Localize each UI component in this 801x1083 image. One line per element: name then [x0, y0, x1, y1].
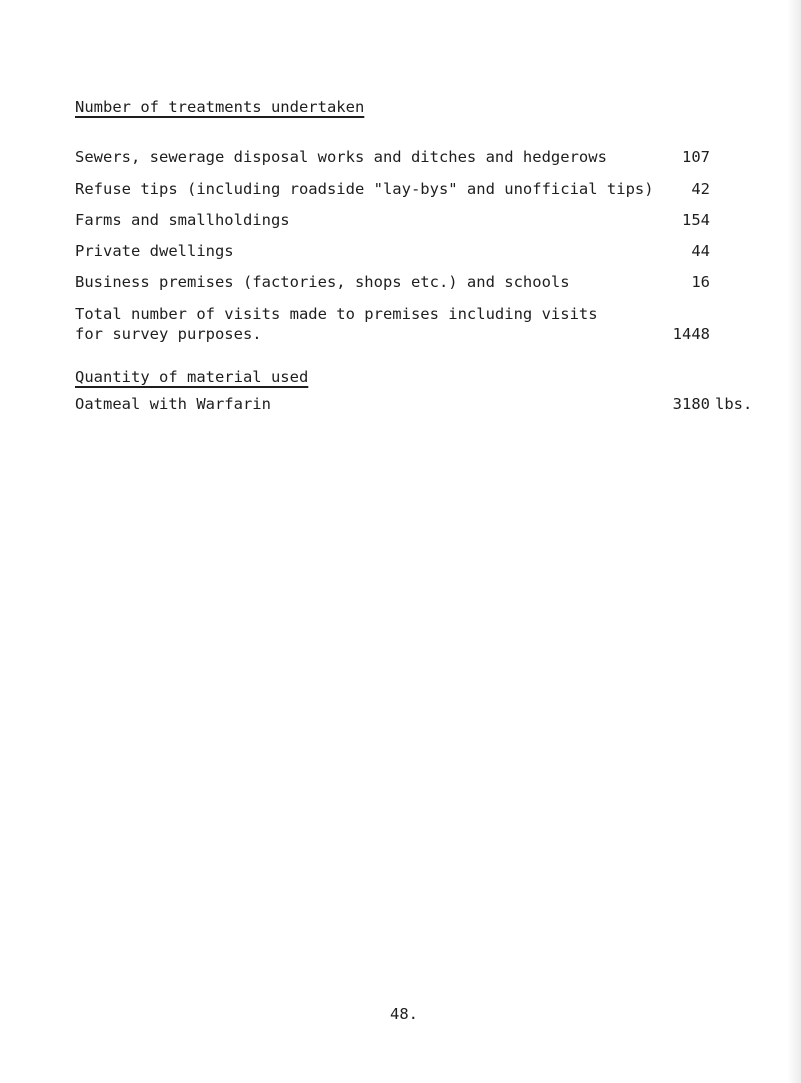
total-value: 1448 [672, 325, 710, 343]
row-label: Business premises (factories, shops etc.) and schools [75, 273, 570, 291]
row-value: 44 [691, 242, 710, 260]
row-label: Farms and smallholdings [75, 211, 290, 229]
page-number: 48. [390, 1005, 418, 1023]
row-value: 42 [691, 180, 710, 198]
row-label: Sewers, sewerage disposal works and ditches and hedgerows [75, 148, 607, 166]
total-label-line1: Total number of visits made to premises including visits [75, 305, 598, 323]
total-label-line2: for survey purposes. [75, 325, 262, 343]
page-edge-shadow [787, 0, 801, 1083]
row-value: 3180 [672, 395, 710, 413]
row-value: 107 [682, 148, 710, 166]
heading-material: Quantity of material used [75, 368, 309, 386]
row-label: Oatmeal with Warfarin [75, 395, 271, 413]
row-value: 154 [682, 211, 710, 229]
heading-treatments: Number of treatments undertaken [75, 98, 365, 116]
row-label: Refuse tips (including roadside "lay-bys" and unofficial tips) [75, 180, 654, 198]
row-value: 16 [691, 273, 710, 291]
row-unit: lbs. [715, 395, 753, 413]
row-label: Private dwellings [75, 242, 234, 260]
